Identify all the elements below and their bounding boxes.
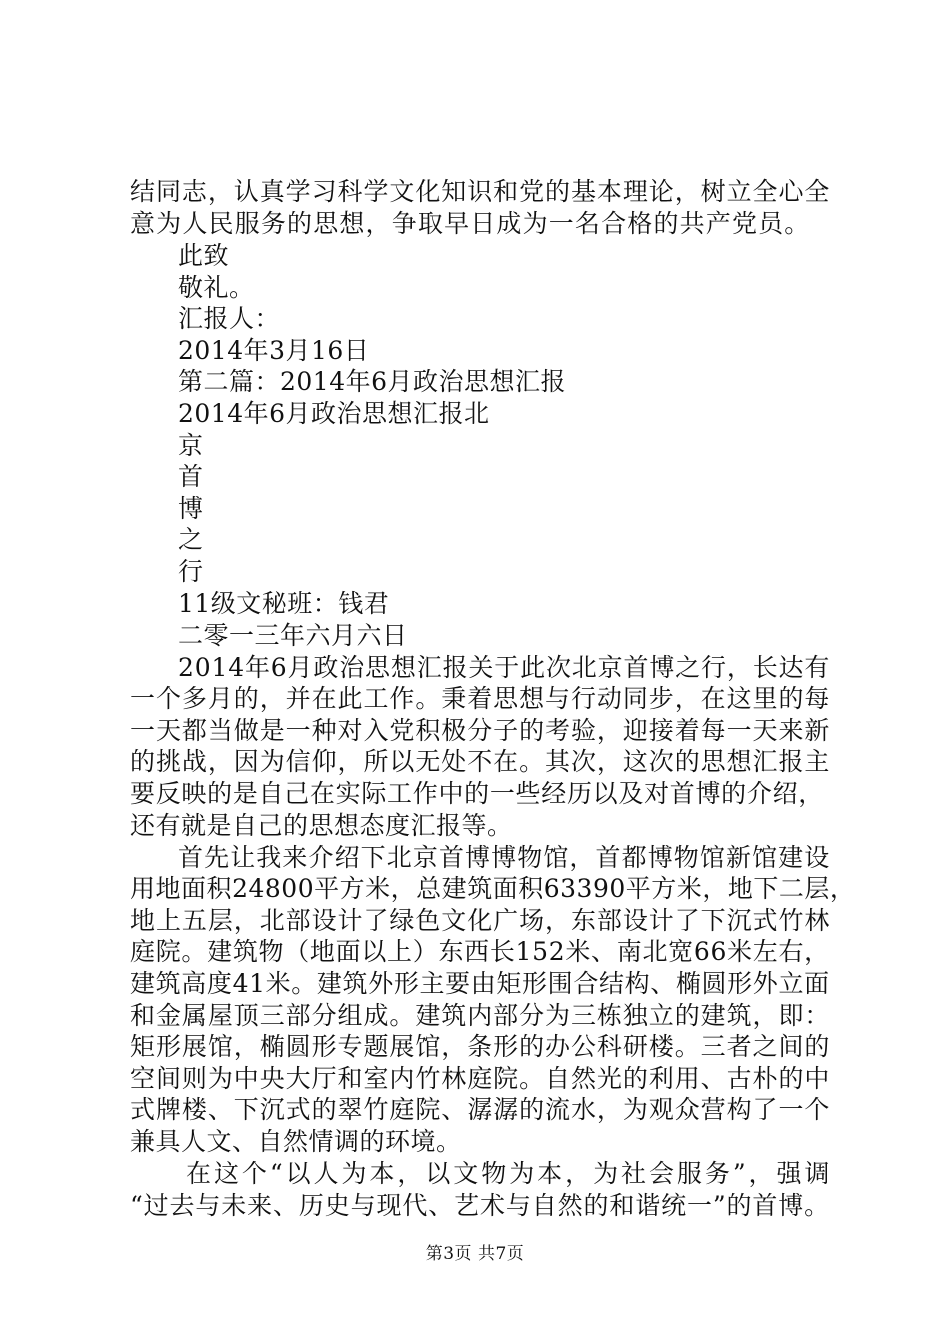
text-line: 首 — [178, 462, 204, 491]
text-line: 一 天 都 当 做 是 一 种 对 入 党 积 极 分 子 的 考 验 ， 迎 接 着 每 一 天 来 新 — [130, 716, 830, 745]
section-heading: 第二篇：2014年6月政治思想汇报 — [178, 367, 567, 396]
text-line: 博 — [178, 494, 204, 523]
text-line: 二零一三年六月六日 — [178, 621, 408, 650]
paragraph-first-line: 首 先 让 我 来 介 绍 下 北 京 首 博 博 物 馆 ， 首 都 博 物 馆 新 馆 建 设 — [178, 843, 830, 872]
text-line: 京 — [178, 431, 204, 460]
text-line: 要 反 映 的 是 自 己 在 实 际 工 作 中 的 一 些 经 历 以 及 对 首 博 的 介 绍 ， — [130, 779, 824, 808]
text-line: 2014年3月16日 — [178, 336, 370, 365]
text-line: 11级文秘班：钱君 — [178, 589, 390, 618]
text-line: 庭 院 。 建 筑 物 （ 地 面 以 上 ） 东 西 长 1 5 2 米 、 南 北 宽 6 6 米 左 右 ， — [130, 937, 830, 966]
text-line: 式 牌 楼 、 下 沉 式 的 翠 竹 庭 院 、 潺 潺 的 流 水 ， 为 观 众 营 构 了 一 个 — [130, 1095, 830, 1124]
text-line: 还有就是自己的思想态度汇报等。 — [130, 811, 513, 840]
text-line: 矩 形 展 馆 ， 椭 圆 形 专 题 展 馆 ， 条 形 的 办 公 科 研 楼 。 三 者 之 间 的 — [130, 1032, 830, 1061]
paragraph-first-line: 在 这 个 “ 以 人 为 本 ， 以 文 物 为 本 ， 为 社 会 服 务 ” ， 强 调 — [186, 1159, 830, 1188]
text-line: 建 筑 高 度 4 1 米 。 建 筑 外 形 主 要 由 矩 形 围 合 结 构 、 椭 圆 形 外 立 面 — [130, 969, 830, 998]
text-line: 之 — [178, 525, 204, 554]
text-line: 汇报人： — [178, 304, 281, 333]
text-line: 敬礼。 — [178, 273, 255, 302]
text-line: 2014年6月政治思想汇报北 — [178, 399, 490, 428]
text-line: 一 个 多 月 的 ， 并 在 此 工 作 。 秉 着 思 想 与 行 动 同 步 ， 在 这 里 的 每 — [130, 684, 830, 713]
text-line: 此致 — [178, 241, 230, 270]
paragraph-first-line: 2 0 1 4 年 6 月 政 治 思 想 汇 报 关 于 此 次 北 京 首 博 之 行 ， 长 达 有 — [178, 653, 830, 682]
text-line: 结 同 志 ， 认 真 学 习 科 学 文 化 知 识 和 党 的 基 本 理 论 ， 树 立 全 心 全 — [130, 177, 830, 206]
text-line: “ 过 去 与 未 来 、 历 史 与 现 代 、 艺 术 与 自 然 的 和 谐 统 一 ” 的 首 博 。 — [130, 1191, 830, 1220]
text-line: 用 地 面 积 2 4 8 0 0 平 方 米 ， 总 建 筑 面 积 6 3 3 9 0 平 方 米 ， 地 下 二 层 ， — [130, 874, 856, 903]
text-line: 意 为 人 民 服 务 的 思 想 ， 争 取 早 日 成 为 一 名 合 格 的 共 产 党 员 。 — [130, 209, 810, 238]
text-line: 和 金 属 屋 顶 三 部 分 组 成 。 建 筑 内 部 分 为 三 栋 独 立 的 建 筑 ， 即 ： — [130, 1001, 830, 1030]
text-line: 空 间 则 为 中 央 大 厅 和 室 内 竹 林 庭 院 。 自 然 光 的 利 用 、 古 朴 的 中 — [130, 1064, 830, 1093]
text-line: 的 挑 战 ， 因 为 信 仰 ， 所 以 无 处 不 在 。 其 次 ， 这 次 的 思 想 汇 报 主 — [130, 747, 830, 776]
text-line: 兼具人文、自然情调的环境。 — [130, 1127, 462, 1156]
text-line: 行 — [178, 557, 204, 586]
text-line: 地 上 五 层 ， 北 部 设 计 了 绿 色 文 化 广 场 ， 东 部 设 计 了 下 沉 式 竹 林 — [130, 906, 830, 935]
page-number-footer: 第3页 共7页 — [425, 1244, 525, 1264]
